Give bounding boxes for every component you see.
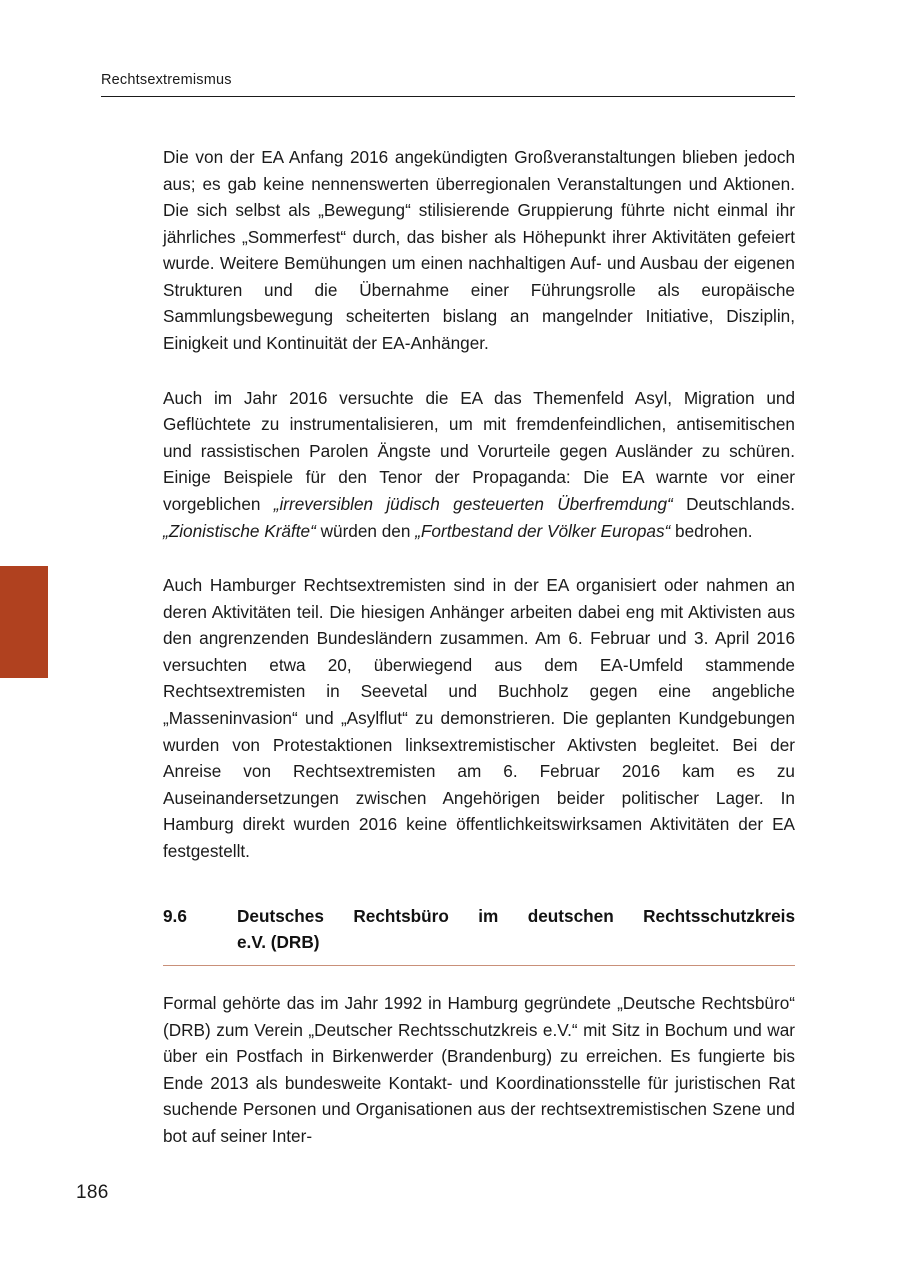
quote-fortbestand-voelker-europas: „Fortbestand der Völker Europas“: [415, 520, 671, 541]
section-title-line-1: Deutsches Rechtsbüro im deutschen Rechtsschutzkreis: [237, 906, 795, 927]
paragraph-hamburger-rechtsextremisten: Auch Hamburger Rechtsextremisten sind in der EA organisiert oder nahmen an deren Aktivitäten teil. Die hiesigen Anhänger arbeiten dabei eng mit Aktivisten aus den angrenzenden Bundesländern zusammen. Am 6. Februar und 3. April 2016 versuchten etwa 20, überwiegend aus dem EA-Umfeld stammende Rechtsextremisten in Seevetal und Buchholz gegen eine angebliche „Masseninvasion“ und „Asylflut“ zu demonstrieren. Die geplanten Kundgebungen wurden von Protestaktionen linksextremistischer Aktivsten begleitet. Bei der Anreise von Rechtsextremisten am 6. Februar 2016 kam es zu Auseinandersetzungen zwischen Angehörigen beider politischer Lager. In Hamburg direkt wurden 2016 keine öffentlichkeitswirksamen Aktivitäten der EA festgestellt.: [163, 575, 795, 861]
quote-irreversible-ueberfremdung: „irreversiblen jüdisch gesteuerten Überfremdung“: [273, 493, 673, 514]
paragraph-2-segment-3: würden den: [315, 520, 416, 541]
section-heading-9-6: [163, 904, 795, 956]
section-number: 9.6: [163, 906, 187, 927]
paragraph-2-segment-4: bedrohen.: [670, 520, 753, 541]
paragraph-ea-propaganda: [163, 385, 795, 544]
paragraph-drb-beschreibung: Formal gehörte das im Jahr 1992 in Hamburg gegründete „Deutsche Rechtsbüro“ (DRB) zum Verein „Deutscher Rechtsschutzkreis e.V.“ mit Sitz in Bochum und war über ein Postfach in Birkenwerder (Brandenburg) zu erreichen. Es fungierte bis Ende 2013 als bundesweite Kontakt- und Koordinationsstelle für juristischen Rat suchende Personen und Organisationen aus der rechtsextremistischen Szene und bot auf seiner Inter-: [163, 993, 795, 1146]
chapter-tab-marker: [0, 566, 48, 678]
paragraph-ea-grossveranstaltungen: Die von der EA Anfang 2016 angekündigten Großveranstaltungen blieben jedoch aus; es gab keine nennenswerten überregionalen Veranstaltungen und Aktionen. Die sich selbst als „Bewegung“ stilisierende Gruppierung führte nicht einmal ihr jährliches „Sommerfest“ durch, das bisher als Höhepunkt ihrer Aktivitäten gefeiert wurde. Weitere Bemühungen um einen nachhaltigen Auf- und Ausbau der eigenen Strukturen und die Übernahme einer Führungsrolle als europäische Sammlungsbewegung scheiterten bislang an mangelnder Initiative, Disziplin, Einigkeit und Kontinuität der EA-Anhänger.: [163, 147, 795, 354]
running-header-title: Rechtsextremismus: [101, 72, 232, 88]
running-header: [101, 72, 795, 97]
section-title-line-2: e.V. (DRB): [237, 932, 320, 953]
text-column: [163, 144, 795, 1150]
section-heading-divider: [163, 965, 795, 966]
header-divider: [101, 96, 795, 97]
page-number: 186: [76, 1182, 109, 1203]
section-title: [237, 904, 795, 956]
paragraph-2-segment-1: Auch im Jahr 2016 versuchte die EA das Themenfeld Asyl, Migration und Geflüchtete zu instrumentalisieren, um mit fremdenfeindlichen, antisemitischen und rassistischen Parolen Ängste und Vorurteile gegen Ausländer zu schüren. Einige Beispiele für den Tenor der Propaganda: Die EA warnte vor einer vorgeblichen: [163, 387, 795, 514]
quote-zionistische-kraefte: „Zionistische Kräfte“: [163, 520, 316, 541]
paragraph-2-segment-2: Deutschlands.: [672, 493, 795, 514]
